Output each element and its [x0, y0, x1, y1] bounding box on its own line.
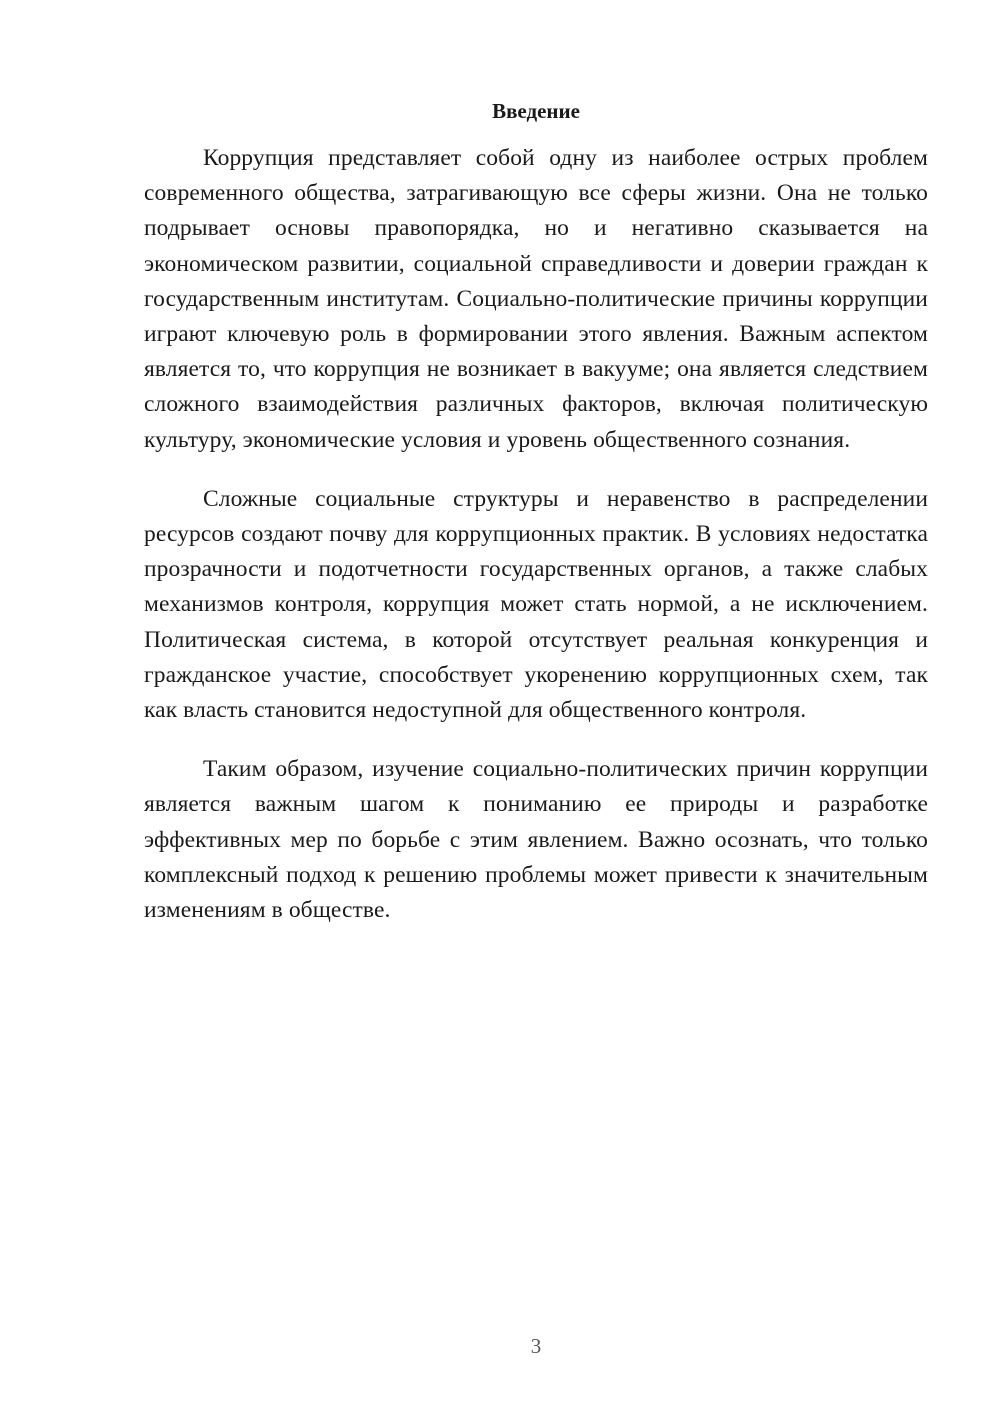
- body-text: [144, 141, 928, 952]
- section-heading: Введение: [492, 99, 580, 123]
- paragraph-2: Сложные социальные структуры и неравенство в распределении ресурсов создают почву для коррупционных практик. В условиях недостатка прозрачности и подотчетности государственных органов, а также слабых механизмов контроля, коррупция может стать нормой, а не исключением. Политическая система, в которой отсутствует реальная конкуренция и гражданское участие, способствует укоренению коррупционных схем, так как власть становится недоступной для общественного контроля.: [144, 485, 928, 724]
- paragraph-3: Таким образом, изучение социально-политических причин коррупции является важным шагом к пониманию ее природы и разработке эффективных мер по борьбе с этим явлением. Важно осознать, что только комплексный подход к решению проблемы может привести к значительным изменениям в обществе.: [144, 756, 928, 924]
- paragraph-1: Коррупция представляет собой одну из наиболее острых проблем современного общества, затрагивающую все сферы жизни. Она не только подрывает основы правопорядка, но и негативно сказывается на экономическом развитии, социальной справедливости и доверии граждан к государственным институтам. Социально-политические причины коррупции играют ключевую роль в формировании этого явления. Важным аспектом является то, что коррупция не возникает в вакууме; она является следствием сложного взаимодействия различных факторов, включая политическую культуру, экономические условия и уровень общественного сознания.: [144, 145, 928, 453]
- page-number: 3: [530, 1334, 542, 1358]
